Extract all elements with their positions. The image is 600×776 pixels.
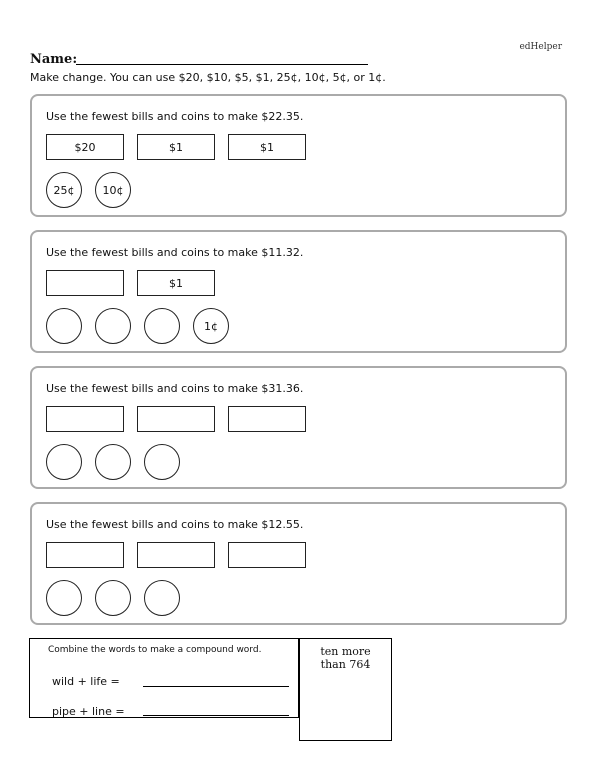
- coin-circle[interactable]: [144, 308, 180, 344]
- coin-circle[interactable]: 10¢: [95, 172, 131, 208]
- coin-circle[interactable]: [95, 308, 131, 344]
- bill-box[interactable]: [228, 406, 306, 432]
- bill-box[interactable]: $20: [46, 134, 124, 160]
- compound-answer-line[interactable]: [143, 715, 289, 716]
- coin-circle[interactable]: [46, 444, 82, 480]
- coin-circle[interactable]: [46, 580, 82, 616]
- bill-box[interactable]: [46, 270, 124, 296]
- coin-circle[interactable]: [95, 444, 131, 480]
- problem-prompt: Use the fewest bills and coins to make $31.36.: [46, 382, 304, 395]
- compound-title: Combine the words to make a compound word.: [48, 645, 262, 655]
- bill-box[interactable]: [46, 542, 124, 568]
- ten-more-line2: than 764: [320, 658, 371, 671]
- bill-box[interactable]: $1: [137, 134, 215, 160]
- bill-box[interactable]: $1: [228, 134, 306, 160]
- problem-2: [30, 230, 567, 353]
- compound-answer-line[interactable]: [143, 686, 289, 687]
- problem-1: [30, 94, 567, 217]
- bill-box[interactable]: [46, 406, 124, 432]
- bill-box[interactable]: [228, 542, 306, 568]
- problem-4: [30, 502, 567, 625]
- coin-circle[interactable]: [46, 308, 82, 344]
- compound-word-box: [29, 638, 299, 718]
- coin-circle[interactable]: [144, 444, 180, 480]
- problem-prompt: Use the fewest bills and coins to make $11.32.: [46, 246, 304, 259]
- coin-circle[interactable]: [144, 580, 180, 616]
- problem-3: [30, 366, 567, 489]
- ten-more-line1: ten more: [320, 645, 371, 658]
- coin-circle[interactable]: 25¢: [46, 172, 82, 208]
- compound-row-label: pipe + line =: [52, 705, 125, 718]
- problem-prompt: Use the fewest bills and coins to make $12.55.: [46, 518, 304, 531]
- coin-circle[interactable]: 1¢: [193, 308, 229, 344]
- brand-label: edHelper: [519, 42, 562, 52]
- coin-circle[interactable]: [95, 580, 131, 616]
- ten-more-box[interactable]: [299, 638, 392, 741]
- name-label: Name:: [30, 52, 78, 67]
- instructions: Make change. You can use $20, $10, $5, $1, 25¢, 10¢, 5¢, or 1¢.: [30, 71, 386, 84]
- compound-row-label: wild + life =: [52, 675, 120, 688]
- name-field[interactable]: [76, 64, 368, 65]
- bill-box[interactable]: [137, 406, 215, 432]
- problem-prompt: Use the fewest bills and coins to make $22.35.: [46, 110, 304, 123]
- bill-box[interactable]: $1: [137, 270, 215, 296]
- bill-box[interactable]: [137, 542, 215, 568]
